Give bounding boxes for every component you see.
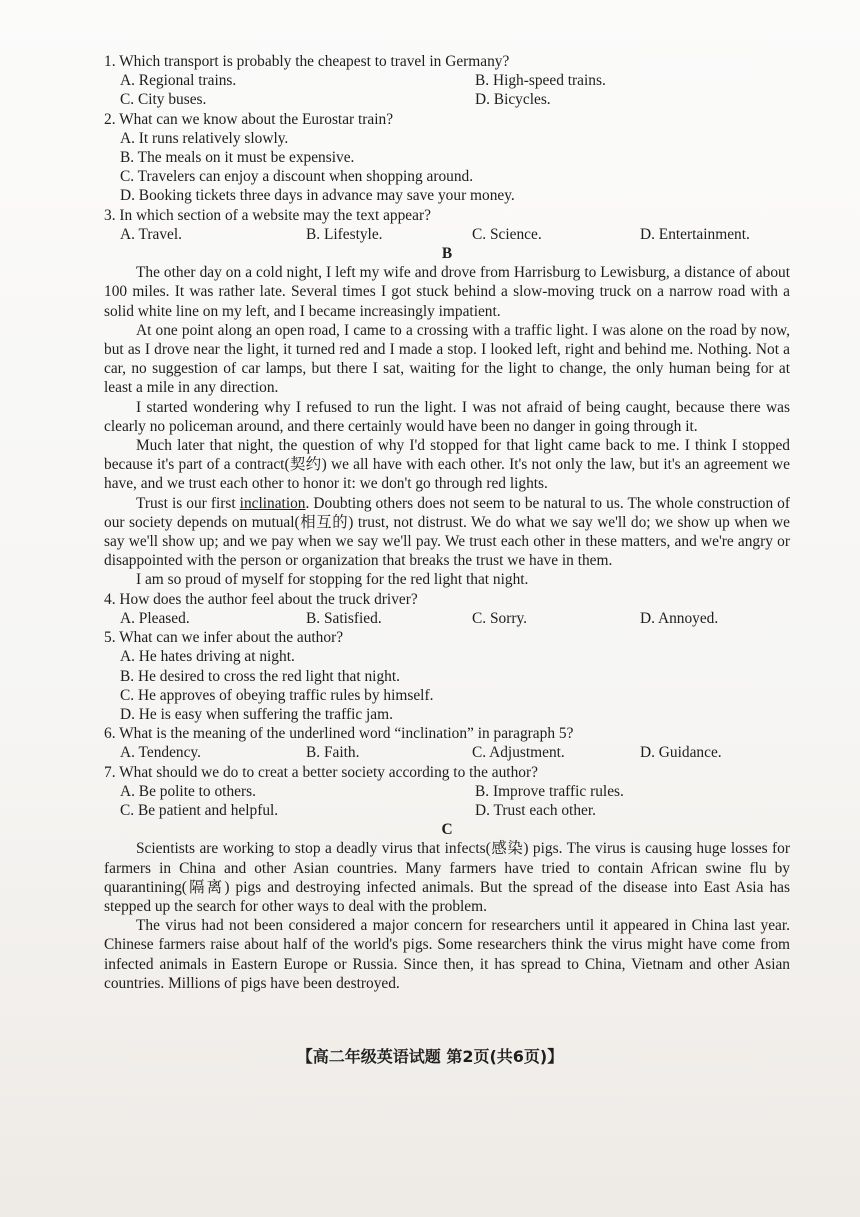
question-7-option-b: B. Improve traffic rules. — [475, 782, 624, 800]
question-7-option-d: D. Trust each other. — [475, 801, 596, 819]
question-4-options — [120, 609, 790, 628]
section-c-heading: C — [441, 821, 453, 839]
question-5-option-b: B. He desired to cross the red light that night. — [120, 667, 400, 685]
question-3-stem: 3. In which section of a website may the text appear? — [104, 206, 431, 224]
question-1-option-b: B. High-speed trains. — [475, 72, 606, 90]
question-4-option-b: B. Satisfied. — [306, 609, 382, 627]
question-1-option-c: C. City buses. — [120, 91, 207, 109]
question-3-option-b: B. Lifestyle. — [306, 225, 383, 243]
question-3-option-c: C. Science. — [472, 225, 542, 243]
question-7-options-row-1 — [120, 782, 790, 801]
question-7-option-c: C. Be patient and helpful. — [120, 801, 279, 819]
question-2-option-b: B. The meals on it must be expensive. — [120, 149, 355, 167]
question-5-stem: 5. What can we infer about the author? — [104, 629, 344, 647]
question-6-option-c: C. Adjustment. — [472, 744, 565, 762]
question-1-stem: 1. Which transport is probably the cheapest to travel in Germany? — [104, 53, 510, 70]
page-content — [104, 52, 790, 993]
section-c-paragraph-2: The virus had not been considered a major concern for researchers until it appeared in China last year. Chinese farmers raise about half of the world's pigs. Some researchers think the virus might have come from infected animals in Eastern Europe or Russia. Since then, it has spread to China, Vietnam and other Asian countries. Millions of pigs have been destroyed. — [104, 917, 790, 992]
question-5-option-c: C. He approves of obeying traffic rules by himself. — [120, 686, 434, 704]
question-5-option-a: A. He hates driving at night. — [120, 648, 295, 666]
question-7-option-a: A. Be polite to others. — [120, 782, 256, 800]
question-6-option-a: A. Tendency. — [120, 744, 201, 762]
question-1-option-d: D. Bicycles. — [475, 91, 551, 109]
section-b-paragraph-5 — [104, 494, 790, 571]
question-6-stem: 6. What is the meaning of the underlined word “inclination” in paragraph 5? — [104, 725, 574, 743]
question-5-option-d: D. He is easy when suffering the traffic jam. — [120, 705, 393, 723]
question-2-stem: 2. What can we know about the Eurostar train? — [104, 110, 394, 128]
question-1-option-a: A. Regional trains. — [120, 72, 237, 90]
paragraph-5-rest: . Doubting others does not seem to be natural to us. The whole construction of our society depends on mutual(相互的) trust, not distrust. We do what we say we'll do; we show up when we say we'll show up; and we pay when we say we'll pay. We trust each other in these matters, and we're angry or disappointed with the person or organization that breaks the trust we have in them. — [104, 494, 790, 570]
section-b-paragraph-6: I am so proud of myself for stopping for the red light that night. — [136, 571, 529, 589]
section-b-paragraph-4: Much later that night, the question of why I'd stopped for that light came back to me. I think I stopped because it's part of a contract(契约) we all have with each other. It's not only the law, but it's an agreement we have, and we trust each other to honor it: we don't go through red lights. — [104, 437, 790, 493]
question-4-option-d: D. Annoyed. — [640, 609, 719, 627]
paragraph-5-lead: Trust is our first — [136, 494, 240, 512]
question-7-stem: 7. What should we do to creat a better society according to the author? — [104, 763, 538, 781]
question-4-stem: 4. How does the author feel about the truck driver? — [104, 590, 418, 608]
section-b-paragraph-3: I started wondering why I refused to run the light. I was not afraid of being caught, because there was clearly no policeman around, and there certainly would have been no danger in going through it. — [104, 398, 790, 435]
question-1-options-row-2 — [120, 90, 790, 109]
section-b-paragraph-2: At one point along an open road, I came to a crossing with a traffic light. I was alone on the road by now, but as I drove near the light, it turned red and I made a stop. I looked left, right and behind me. Nothing. Not a car, no suggestion of car lamps, but there I sat, waiting for the light to change, the only human being for at least a mile in any direction. — [104, 321, 790, 397]
question-7-options-row-2 — [120, 801, 790, 820]
question-4-option-c: C. Sorry. — [472, 609, 528, 627]
section-c-paragraph-1: Scientists are working to stop a deadly virus that infects(感染) pigs. The virus is causing huge losses for farmers in China and other Asian countries. Many farmers have tried to contain African swine flu by quarantining(隔离) pigs and destroying infected animals. But the spread of the disease into East Asia has stepped up the search for other ways to deal with the problem. — [104, 840, 790, 915]
question-3-option-d: D. Entertainment. — [640, 225, 750, 243]
page-footer: 【高二年级英语试题 第2页(共6页)】 — [296, 1047, 564, 1066]
question-1-options-row-1 — [120, 71, 790, 90]
question-3-options — [120, 225, 790, 244]
question-2-option-a: A. It runs relatively slowly. — [120, 129, 289, 147]
section-b-heading: B — [441, 245, 453, 263]
question-2-option-c: C. Travelers can enjoy a discount when shopping around. — [120, 168, 474, 186]
question-2-option-d: D. Booking tickets three days in advance may save your money. — [120, 187, 515, 205]
question-6-option-b: B. Faith. — [306, 744, 360, 762]
question-4-option-a: A. Pleased. — [120, 609, 190, 627]
question-6-options — [120, 743, 790, 762]
section-b-paragraph-1: The other day on a cold night, I left my wife and drove from Harrisburg to Lewisburg, a distance of about 100 miles. It was rather late. Several times I got stuck behind a slow-moving truck on a narrow road with a solid white line on my left, and I became increasingly impatient. — [104, 264, 790, 320]
question-3-option-a: A. Travel. — [120, 225, 182, 243]
underlined-word-inclination: inclination — [239, 494, 306, 512]
question-6-option-d: D. Guidance. — [640, 744, 722, 762]
